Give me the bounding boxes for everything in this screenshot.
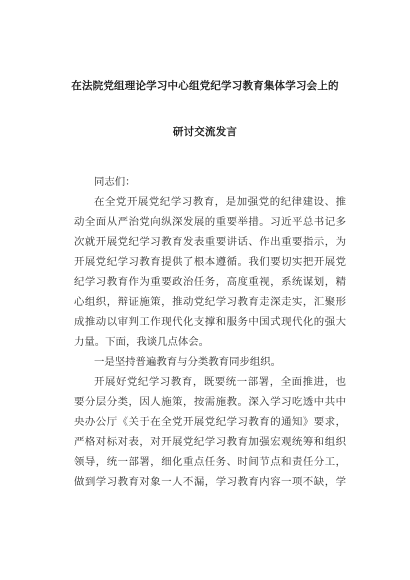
body-line: 同志们： xyxy=(94,176,136,188)
body-line: 心组织，辩证施策，推动党纪学习教育走深走实，汇聚形 xyxy=(74,296,346,308)
body-line: 开展党纪学习教育提供了根本遵循。我们要切实把开展党 xyxy=(74,256,346,268)
body-line: 纪学习教育作为重要政治任务，高度重视，系统谋划，精 xyxy=(74,276,346,288)
document-title-line-2: 研讨交流发言 xyxy=(172,126,238,138)
body-line: 一是坚持普遍教育与分类教育同步组织。 xyxy=(94,356,282,368)
body-line: 严格对标对表，对开展党纪学习教育加强宏观统筹和组织 xyxy=(74,436,346,448)
body-line: 央办公厅《关于在全党开展党纪学习教育的通知》要求， xyxy=(74,416,346,428)
body-line: 力量。下面，我谈几点体会。 xyxy=(74,336,210,348)
document-body xyxy=(74,172,346,492)
body-line: 动全面从严治党向纵深发展的重要举措。习近平总书记多 xyxy=(74,216,346,228)
document-title-line-1: 在法院党组理论学习中心组党纪学习教育集体学习会上的 xyxy=(71,80,339,92)
body-line: 在全党开展党纪学习教育，是加强党的纪律建设、推 xyxy=(94,196,346,208)
body-line: 次就开展党纪学习教育发表重要讲话、作出重要指示，为 xyxy=(74,236,346,248)
body-line: 领导，统一部署，细化重点任务、时间节点和责任分工， xyxy=(74,456,346,468)
body-line: 做到学习教育对象一人不漏，学习教育内容一项不缺，学 xyxy=(74,476,346,488)
body-line: 成推动以审判工作现代化支撑和服务中国式现代化的强大 xyxy=(74,316,346,328)
body-line: 要分层分类，因人施策，按需施教。深入学习吃透中共中 xyxy=(74,396,346,408)
body-line: 开展好党纪学习教育，既要统一部署，全面推进，也 xyxy=(94,376,346,388)
